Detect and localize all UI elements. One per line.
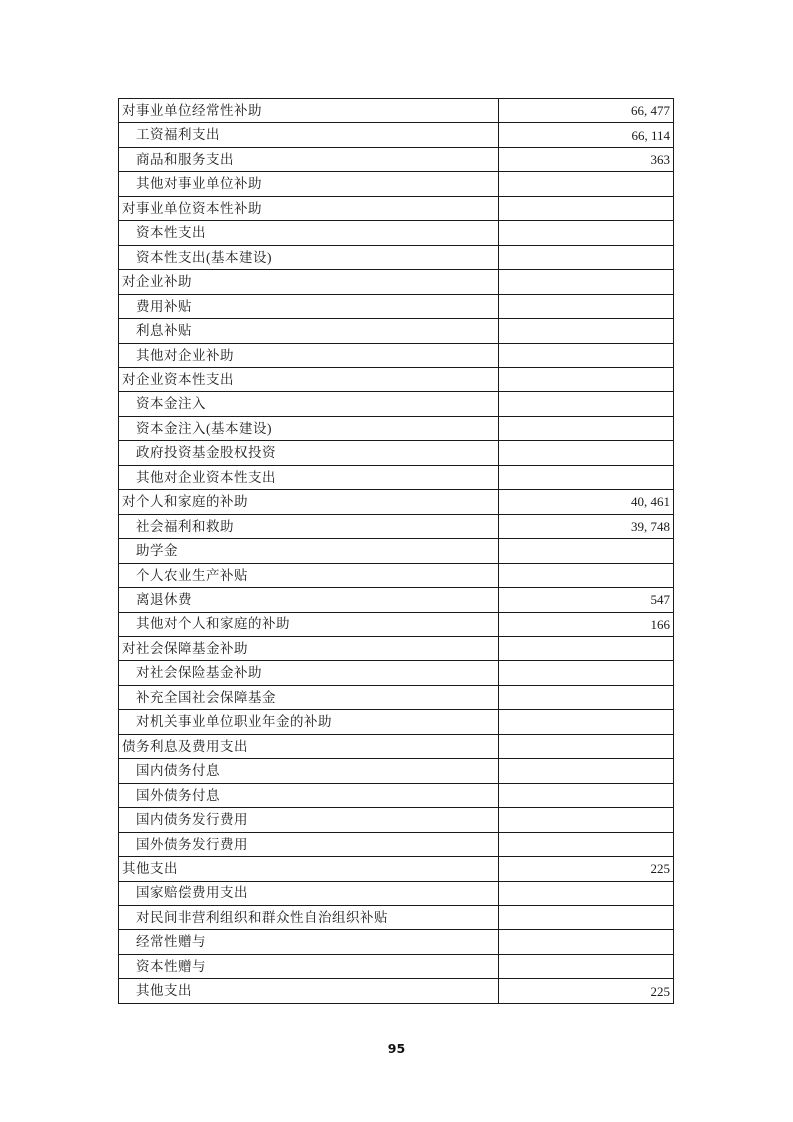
item-value [499, 833, 673, 856]
item-label: 资本性支出 [119, 221, 499, 244]
table-row [119, 637, 673, 661]
item-label: 政府投资基金股权投资 [119, 441, 499, 464]
item-label: 利息补贴 [119, 319, 499, 342]
table-row [119, 906, 673, 930]
item-value: 547 [650, 592, 670, 608]
item-value [499, 270, 673, 293]
item-label: 国外债务发行费用 [119, 833, 499, 856]
item-value [499, 955, 673, 978]
item-value [499, 392, 673, 415]
item-label: 对企业资本性支出 [119, 368, 499, 391]
item-label: 其他对企业资本性支出 [119, 466, 499, 489]
item-label: 国内债务发行费用 [119, 808, 499, 831]
item-label: 其他对事业单位补助 [119, 172, 499, 195]
item-label: 国外债务付息 [119, 784, 499, 807]
item-label: 商品和服务支出 [119, 148, 499, 171]
item-value [499, 784, 673, 807]
item-value [499, 808, 673, 831]
item-label: 资本金注入 [119, 392, 499, 415]
item-label: 费用补贴 [119, 295, 499, 318]
item-label: 对社会保险基金补助 [119, 661, 499, 684]
item-label: 工资福利支出 [119, 123, 499, 146]
table-row [119, 882, 673, 906]
item-value [499, 564, 673, 587]
item-value: 39, 748 [631, 518, 670, 534]
table-row [119, 930, 673, 954]
table-row [119, 295, 673, 319]
table-row [119, 515, 673, 539]
table-row [119, 490, 673, 514]
item-value [499, 246, 673, 269]
table-row [119, 368, 673, 392]
item-value [499, 710, 673, 733]
table-row [119, 270, 673, 294]
item-value: 363 [650, 152, 670, 168]
table-row [119, 979, 673, 1002]
item-label: 对社会保障基金补助 [119, 637, 499, 660]
table-row [119, 955, 673, 979]
table-row [119, 686, 673, 710]
item-label: 对个人和家庭的补助 [119, 490, 499, 513]
item-value [499, 735, 673, 758]
table-row [119, 613, 673, 637]
item-value: 225 [650, 983, 670, 999]
item-label: 社会福利和救助 [119, 515, 499, 538]
item-label: 离退休费 [119, 588, 499, 611]
table-row [119, 197, 673, 221]
item-value [499, 466, 673, 489]
item-label: 对企业补助 [119, 270, 499, 293]
table-row [119, 759, 673, 783]
table-row [119, 148, 673, 172]
item-label: 对机关事业单位职业年金的补助 [119, 710, 499, 733]
table-row [119, 466, 673, 490]
table-row [119, 441, 673, 465]
item-value [499, 417, 673, 440]
item-value: 166 [650, 616, 670, 632]
table-row [119, 710, 673, 734]
item-label: 经常性赠与 [119, 930, 499, 953]
item-label: 债务利息及费用支出 [119, 735, 499, 758]
item-label: 资本金注入(基本建设) [119, 417, 499, 440]
item-label: 资本性赠与 [119, 955, 499, 978]
table-row [119, 99, 673, 123]
table-row [119, 735, 673, 759]
table-row [119, 246, 673, 270]
item-value [499, 661, 673, 684]
item-label: 对民间非营利组织和群众性自治组织补贴 [119, 906, 499, 929]
table-row [119, 319, 673, 343]
item-value [499, 441, 673, 464]
table-row [119, 808, 673, 832]
item-value: 66, 477 [631, 103, 670, 119]
item-label: 国家赔偿费用支出 [119, 882, 499, 905]
item-value [499, 295, 673, 318]
item-value: 66, 114 [631, 127, 670, 143]
table-row [119, 344, 673, 368]
item-label: 国内债务付息 [119, 759, 499, 782]
table-row [119, 784, 673, 808]
item-value [499, 319, 673, 342]
table-row [119, 123, 673, 147]
item-value [499, 906, 673, 929]
table-row [119, 564, 673, 588]
table-row [119, 661, 673, 685]
item-label: 资本性支出(基本建设) [119, 246, 499, 269]
item-label: 其他支出 [119, 857, 499, 880]
table-row [119, 392, 673, 416]
table-row [119, 172, 673, 196]
item-label: 助学金 [119, 539, 499, 562]
item-value: 225 [650, 861, 670, 877]
table-row [119, 857, 673, 881]
item-value [499, 930, 673, 953]
item-value [499, 368, 673, 391]
item-value [499, 197, 673, 220]
table-row [119, 539, 673, 563]
item-value [499, 221, 673, 244]
item-value: 40, 461 [631, 494, 670, 510]
item-label: 其他对企业补助 [119, 344, 499, 367]
item-label: 补充全国社会保障基金 [119, 686, 499, 709]
item-label: 其他支出 [119, 979, 499, 1002]
table-row [119, 221, 673, 245]
budget-table [118, 98, 674, 1004]
item-value [499, 172, 673, 195]
item-label: 其他对个人和家庭的补助 [119, 613, 499, 636]
table-row [119, 417, 673, 441]
item-value [499, 686, 673, 709]
item-value [499, 882, 673, 905]
item-value [499, 637, 673, 660]
page-number: 95 [387, 1041, 406, 1056]
table-row [119, 833, 673, 857]
item-label: 对事业单位资本性补助 [119, 197, 499, 220]
item-label: 个人农业生产补贴 [119, 564, 499, 587]
table-row [119, 588, 673, 612]
item-value [499, 759, 673, 782]
item-label: 对事业单位经常性补助 [119, 99, 499, 122]
item-value [499, 344, 673, 367]
item-value [499, 539, 673, 562]
